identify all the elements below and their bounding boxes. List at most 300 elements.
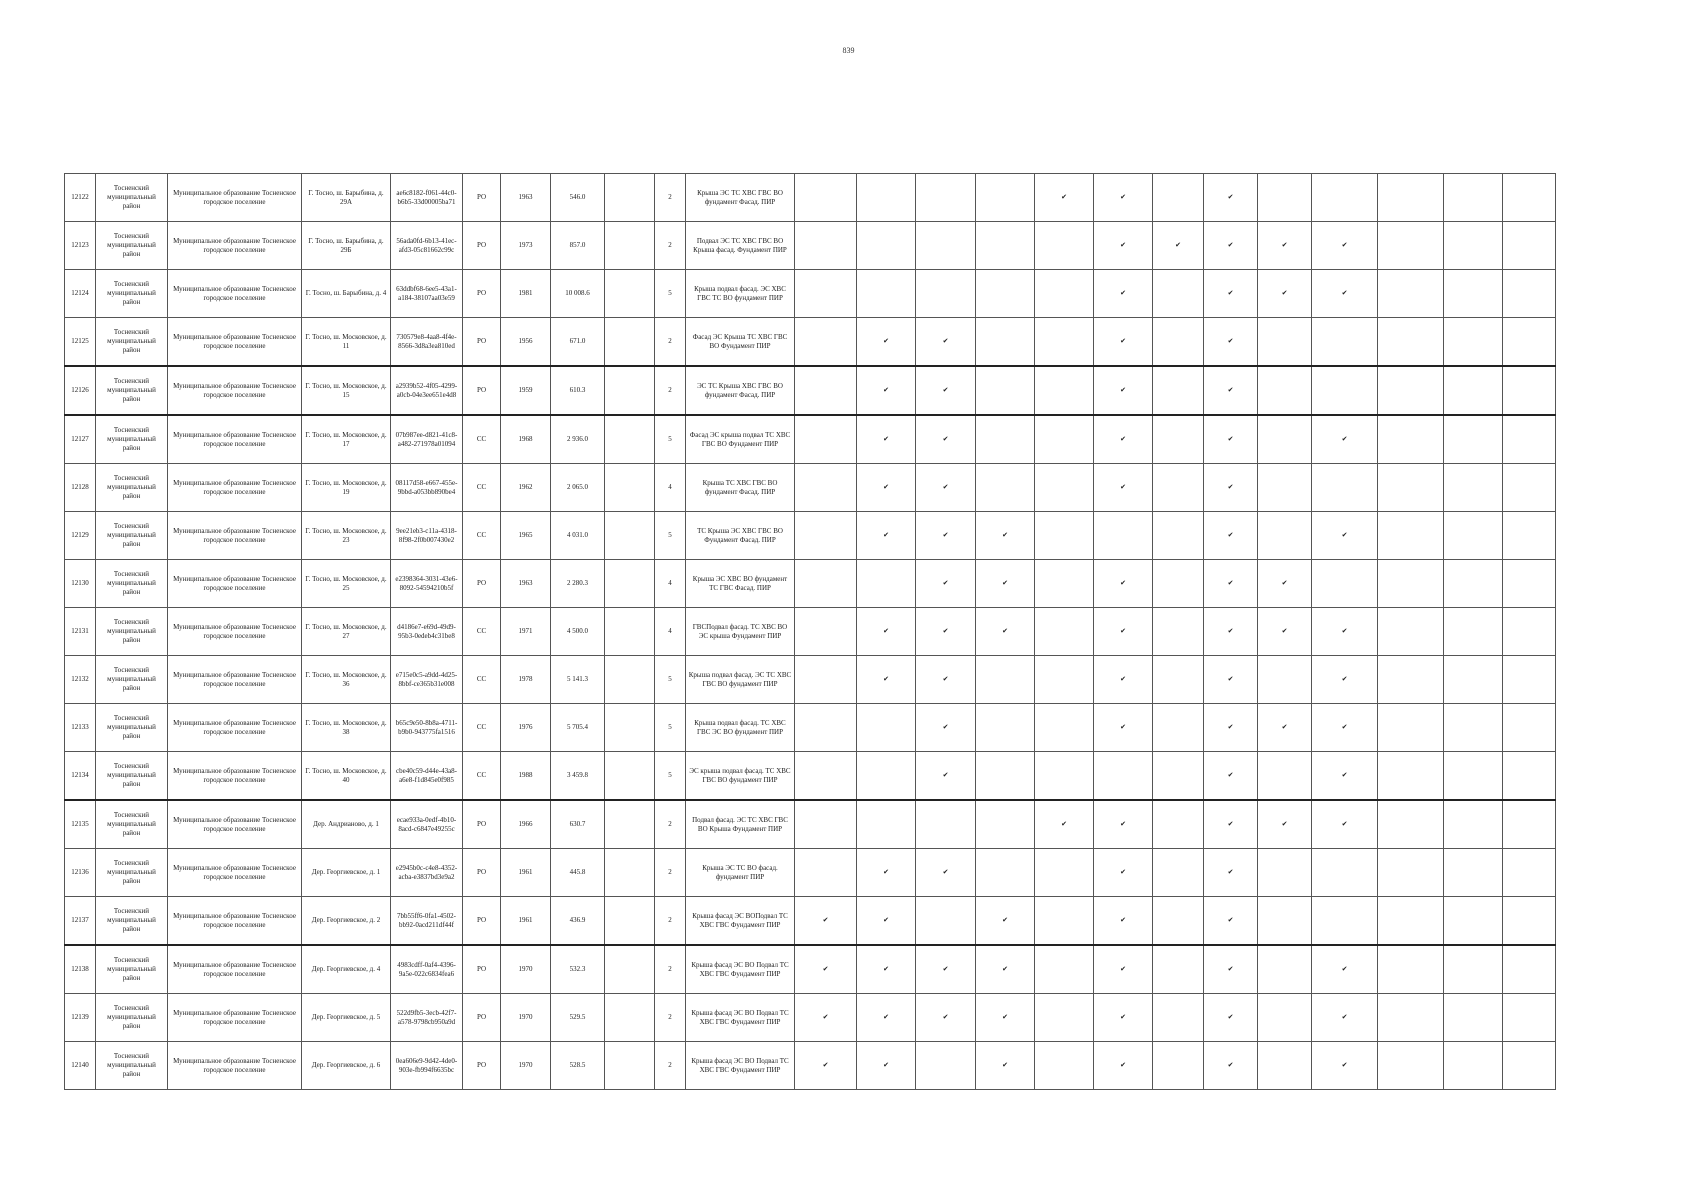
cell-municipality: Муниципальное образование Тосненское городское поселение bbox=[168, 270, 302, 318]
cell-district: Тосненский муниципальный район bbox=[96, 656, 168, 704]
table-row bbox=[65, 897, 1556, 946]
cell-check-6: ✔ bbox=[1094, 945, 1153, 994]
cell-works: Фасад ЭС крыша подвал ТС ХВС ГВС ВО Фундамент ПИР bbox=[686, 415, 795, 464]
cell-address: Г. Тосно, ш. Московское, д. 17 bbox=[302, 415, 391, 464]
cell-district: Тосненский муниципальный район bbox=[96, 366, 168, 415]
cell-year: 1962 bbox=[501, 464, 551, 512]
cell-check-7 bbox=[1153, 270, 1204, 318]
cell-blank bbox=[605, 800, 655, 849]
cell-check-5 bbox=[1035, 656, 1094, 704]
cell-area: 2 065.0 bbox=[551, 464, 605, 512]
cell-area: 4 500.0 bbox=[551, 608, 605, 656]
cell-municipality: Муниципальное образование Тосненское городское поселение bbox=[168, 752, 302, 801]
cell-check-2 bbox=[857, 270, 916, 318]
cell-works: Фасад ЭС Крыша ТС ХВС ГВС ВО Фундамент ПИР bbox=[686, 318, 795, 367]
cell-area: 528.5 bbox=[551, 1042, 605, 1090]
table-row bbox=[65, 222, 1556, 270]
cell-floors: 2 bbox=[655, 849, 686, 897]
cell-check-13 bbox=[1503, 270, 1556, 318]
cell-check-9: ✔ bbox=[1258, 800, 1312, 849]
cell-check-5 bbox=[1035, 849, 1094, 897]
cell-area: 5 141.3 bbox=[551, 656, 605, 704]
cell-check-8: ✔ bbox=[1204, 560, 1258, 608]
cell-num: 12138 bbox=[65, 945, 96, 994]
cell-check-6: ✔ bbox=[1094, 318, 1153, 367]
cell-works: Крыша подвал фасад. ЭС ХВС ГВС ТС ВО фундамент ПИР bbox=[686, 270, 795, 318]
cell-municipality: Муниципальное образование Тосненское городское поселение bbox=[168, 222, 302, 270]
cell-year: 1973 bbox=[501, 222, 551, 270]
cell-check-1: ✔ bbox=[795, 945, 857, 994]
cell-check-3 bbox=[916, 897, 976, 946]
cell-check-3: ✔ bbox=[916, 366, 976, 415]
cell-check-3 bbox=[916, 174, 976, 222]
cell-check-5 bbox=[1035, 270, 1094, 318]
cell-check-6: ✔ bbox=[1094, 656, 1153, 704]
cell-check-10 bbox=[1312, 560, 1378, 608]
cell-check-11 bbox=[1378, 897, 1444, 946]
cell-works: Крыша подвал фасад. ТС ХВС ГВС ЭС ВО фундамент ПИР bbox=[686, 704, 795, 752]
cell-floors: 2 bbox=[655, 174, 686, 222]
cell-id: e2398364-3031-43e6-8092-54594210b5f bbox=[391, 560, 463, 608]
cell-area: 630.7 bbox=[551, 800, 605, 849]
cell-check-10: ✔ bbox=[1312, 752, 1378, 801]
cell-municipality: Муниципальное образование Тосненское городское поселение bbox=[168, 945, 302, 994]
cell-works: Крыша фасад ЭС ВО Подвал ТС ХВС ГВС Фундамент ПИР bbox=[686, 1042, 795, 1090]
cell-year: 1988 bbox=[501, 752, 551, 801]
cell-check-2: ✔ bbox=[857, 656, 916, 704]
cell-municipality: Муниципальное образование Тосненское городское поселение bbox=[168, 512, 302, 560]
cell-municipality: Муниципальное образование Тосненское городское поселение bbox=[168, 994, 302, 1042]
cell-check-4: ✔ bbox=[976, 560, 1035, 608]
cell-check-8: ✔ bbox=[1204, 994, 1258, 1042]
cell-year: 1981 bbox=[501, 270, 551, 318]
cell-check-12 bbox=[1444, 415, 1503, 464]
cell-check-9 bbox=[1258, 945, 1312, 994]
cell-check-1 bbox=[795, 800, 857, 849]
cell-municipality: Муниципальное образование Тосненское городское поселение bbox=[168, 656, 302, 704]
cell-id: 07b987ee-d821-41c8-a482-271978a01094 bbox=[391, 415, 463, 464]
cell-works: ТС Крыша ЭС ХВС ГВС ВО Фундамент Фасад. ПИР bbox=[686, 512, 795, 560]
cell-check-7 bbox=[1153, 608, 1204, 656]
cell-check-10: ✔ bbox=[1312, 945, 1378, 994]
cell-check-2 bbox=[857, 704, 916, 752]
table-row bbox=[65, 318, 1556, 367]
cell-type: СС bbox=[463, 608, 501, 656]
cell-check-11 bbox=[1378, 366, 1444, 415]
cell-floors: 5 bbox=[655, 512, 686, 560]
cell-id: 56ada0fd-6b13-41ec-afd3-05c81662c99c bbox=[391, 222, 463, 270]
table-row bbox=[65, 994, 1556, 1042]
cell-municipality: Муниципальное образование Тосненское городское поселение bbox=[168, 415, 302, 464]
table-row bbox=[65, 800, 1556, 849]
cell-district: Тосненский муниципальный район bbox=[96, 800, 168, 849]
cell-address: Дер. Георгиевское, д. 2 bbox=[302, 897, 391, 946]
cell-check-1 bbox=[795, 174, 857, 222]
cell-check-11 bbox=[1378, 270, 1444, 318]
cell-type: РО bbox=[463, 897, 501, 946]
cell-district: Тосненский муниципальный район bbox=[96, 270, 168, 318]
cell-check-2: ✔ bbox=[857, 464, 916, 512]
cell-area: 436.9 bbox=[551, 897, 605, 946]
cell-area: 546.0 bbox=[551, 174, 605, 222]
cell-check-9 bbox=[1258, 897, 1312, 946]
cell-type: РО bbox=[463, 318, 501, 367]
table-row bbox=[65, 512, 1556, 560]
cell-check-5 bbox=[1035, 945, 1094, 994]
cell-address: Г. Тосно, ш. Московское, д. 15 bbox=[302, 366, 391, 415]
cell-check-13 bbox=[1503, 415, 1556, 464]
cell-id: cbe40c59-d44e-43a8-a6e8-f1d845e0f985 bbox=[391, 752, 463, 801]
cell-type: СС bbox=[463, 656, 501, 704]
cell-check-11 bbox=[1378, 560, 1444, 608]
cell-check-13 bbox=[1503, 656, 1556, 704]
cell-check-13 bbox=[1503, 464, 1556, 512]
cell-check-7 bbox=[1153, 704, 1204, 752]
cell-address: Г. Тосно, ш. Московское, д. 25 bbox=[302, 560, 391, 608]
cell-check-4 bbox=[976, 656, 1035, 704]
cell-area: 671.0 bbox=[551, 318, 605, 367]
cell-check-5 bbox=[1035, 897, 1094, 946]
cell-check-12 bbox=[1444, 656, 1503, 704]
cell-works: Подвал фасад. ЭС ТС ХВС ГВС ВО Крыша Фундамент ПИР bbox=[686, 800, 795, 849]
cell-check-2 bbox=[857, 222, 916, 270]
cell-check-13 bbox=[1503, 800, 1556, 849]
cell-check-6: ✔ bbox=[1094, 464, 1153, 512]
cell-check-9 bbox=[1258, 752, 1312, 801]
cell-check-3: ✔ bbox=[916, 512, 976, 560]
cell-check-5 bbox=[1035, 994, 1094, 1042]
cell-check-13 bbox=[1503, 222, 1556, 270]
cell-blank bbox=[605, 464, 655, 512]
cell-district: Тосненский муниципальный район bbox=[96, 752, 168, 801]
cell-district: Тосненский муниципальный район bbox=[96, 897, 168, 946]
cell-check-12 bbox=[1444, 512, 1503, 560]
cell-type: СС bbox=[463, 704, 501, 752]
cell-id: a2939b52-4f05-4299-a0cb-04e3ee651e4d8 bbox=[391, 366, 463, 415]
cell-num: 12131 bbox=[65, 608, 96, 656]
cell-check-5 bbox=[1035, 464, 1094, 512]
cell-check-13 bbox=[1503, 366, 1556, 415]
cell-check-8: ✔ bbox=[1204, 415, 1258, 464]
cell-check-3: ✔ bbox=[916, 415, 976, 464]
cell-check-6: ✔ bbox=[1094, 849, 1153, 897]
cell-check-10: ✔ bbox=[1312, 608, 1378, 656]
cell-check-5 bbox=[1035, 415, 1094, 464]
cell-check-10: ✔ bbox=[1312, 800, 1378, 849]
cell-area: 10 008.6 bbox=[551, 270, 605, 318]
table-row bbox=[65, 415, 1556, 464]
cell-check-1 bbox=[795, 849, 857, 897]
cell-check-9 bbox=[1258, 512, 1312, 560]
cell-check-2: ✔ bbox=[857, 608, 916, 656]
cell-check-4 bbox=[976, 849, 1035, 897]
cell-address: Дер. Георгиевское, д. 5 bbox=[302, 994, 391, 1042]
cell-year: 1976 bbox=[501, 704, 551, 752]
cell-floors: 4 bbox=[655, 608, 686, 656]
cell-check-2: ✔ bbox=[857, 512, 916, 560]
cell-address: Дер. Георгиевское, д. 4 bbox=[302, 945, 391, 994]
cell-municipality: Муниципальное образование Тосненское городское поселение bbox=[168, 174, 302, 222]
cell-works: ЭС ТС Крыша ХВС ГВС ВО фундамент Фасад. ПИР bbox=[686, 366, 795, 415]
cell-check-5 bbox=[1035, 608, 1094, 656]
cell-check-4 bbox=[976, 270, 1035, 318]
cell-check-10: ✔ bbox=[1312, 222, 1378, 270]
cell-check-4 bbox=[976, 704, 1035, 752]
cell-check-3 bbox=[916, 270, 976, 318]
cell-num: 12133 bbox=[65, 704, 96, 752]
table-row bbox=[65, 1042, 1556, 1090]
cell-floors: 4 bbox=[655, 464, 686, 512]
cell-check-12 bbox=[1444, 945, 1503, 994]
cell-id: ecae933a-0edf-4b10-8acd-c6847e49255c bbox=[391, 800, 463, 849]
cell-works: Подвал ЭС ТС ХВС ГВС ВО Крыша фасад. Фундамент ПИР bbox=[686, 222, 795, 270]
cell-check-4 bbox=[976, 752, 1035, 801]
cell-check-5 bbox=[1035, 560, 1094, 608]
cell-check-12 bbox=[1444, 800, 1503, 849]
cell-check-6: ✔ bbox=[1094, 1042, 1153, 1090]
cell-check-12 bbox=[1444, 560, 1503, 608]
cell-check-1 bbox=[795, 704, 857, 752]
cell-check-12 bbox=[1444, 464, 1503, 512]
cell-check-4: ✔ bbox=[976, 608, 1035, 656]
cell-year: 1971 bbox=[501, 608, 551, 656]
cell-works: Крыша фасад ЭС ВО Подвал ТС ХВС ГВС Фундамент ПИР bbox=[686, 994, 795, 1042]
cell-floors: 5 bbox=[655, 415, 686, 464]
cell-check-13 bbox=[1503, 174, 1556, 222]
cell-district: Тосненский муниципальный район bbox=[96, 512, 168, 560]
cell-check-8: ✔ bbox=[1204, 800, 1258, 849]
cell-check-6 bbox=[1094, 752, 1153, 801]
cell-check-13 bbox=[1503, 704, 1556, 752]
cell-check-7 bbox=[1153, 800, 1204, 849]
cell-check-8: ✔ bbox=[1204, 704, 1258, 752]
cell-check-8: ✔ bbox=[1204, 1042, 1258, 1090]
cell-type: РО bbox=[463, 800, 501, 849]
cell-check-11 bbox=[1378, 608, 1444, 656]
cell-check-2: ✔ bbox=[857, 415, 916, 464]
cell-type: СС bbox=[463, 512, 501, 560]
cell-check-11 bbox=[1378, 1042, 1444, 1090]
cell-floors: 5 bbox=[655, 752, 686, 801]
cell-works: Крыша подвал фасад. ЭС ТС ХВС ГВС ВО фундамент ПИР bbox=[686, 656, 795, 704]
cell-district: Тосненский муниципальный район bbox=[96, 318, 168, 367]
cell-works: Крыша ЭС ТС ВО фасад. фундамент ПИР bbox=[686, 849, 795, 897]
cell-check-7 bbox=[1153, 318, 1204, 367]
cell-district: Тосненский муниципальный район bbox=[96, 174, 168, 222]
table-row bbox=[65, 608, 1556, 656]
cell-district: Тосненский муниципальный район bbox=[96, 849, 168, 897]
cell-district: Тосненский муниципальный район bbox=[96, 560, 168, 608]
cell-check-13 bbox=[1503, 1042, 1556, 1090]
cell-year: 1968 bbox=[501, 415, 551, 464]
cell-type: СС bbox=[463, 464, 501, 512]
cell-address: Г. Тосно, ш. Московское, д. 23 bbox=[302, 512, 391, 560]
cell-check-11 bbox=[1378, 752, 1444, 801]
cell-check-4: ✔ bbox=[976, 994, 1035, 1042]
cell-num: 12130 bbox=[65, 560, 96, 608]
cell-district: Тосненский муниципальный район bbox=[96, 945, 168, 994]
cell-check-2: ✔ bbox=[857, 849, 916, 897]
cell-check-8: ✔ bbox=[1204, 897, 1258, 946]
cell-check-4 bbox=[976, 464, 1035, 512]
cell-check-8: ✔ bbox=[1204, 270, 1258, 318]
cell-area: 445.8 bbox=[551, 849, 605, 897]
cell-check-4 bbox=[976, 800, 1035, 849]
cell-check-10: ✔ bbox=[1312, 270, 1378, 318]
table-row bbox=[65, 656, 1556, 704]
cell-check-8: ✔ bbox=[1204, 945, 1258, 994]
cell-check-12 bbox=[1444, 270, 1503, 318]
cell-check-12 bbox=[1444, 318, 1503, 367]
cell-blank bbox=[605, 512, 655, 560]
cell-type: РО bbox=[463, 366, 501, 415]
cell-check-6: ✔ bbox=[1094, 994, 1153, 1042]
table-row bbox=[65, 945, 1556, 994]
cell-check-13 bbox=[1503, 994, 1556, 1042]
cell-check-3: ✔ bbox=[916, 560, 976, 608]
cell-type: РО bbox=[463, 174, 501, 222]
cell-check-10: ✔ bbox=[1312, 994, 1378, 1042]
cell-year: 1963 bbox=[501, 174, 551, 222]
cell-check-13 bbox=[1503, 897, 1556, 946]
cell-check-5 bbox=[1035, 1042, 1094, 1090]
cell-area: 4 031.0 bbox=[551, 512, 605, 560]
cell-check-3 bbox=[916, 222, 976, 270]
cell-id: 522d9fb5-3ecb-42f7-a578-9798cb950a9d bbox=[391, 994, 463, 1042]
cell-check-10 bbox=[1312, 897, 1378, 946]
cell-address: Г. Тосно, ш. Барыбина, д. 29Б bbox=[302, 222, 391, 270]
cell-works: Крыша ЭС ХВС ВО фундамент ТС ГВС Фасад. ПИР bbox=[686, 560, 795, 608]
table-row bbox=[65, 704, 1556, 752]
cell-area: 532.3 bbox=[551, 945, 605, 994]
cell-district: Тосненский муниципальный район bbox=[96, 608, 168, 656]
cell-municipality: Муниципальное образование Тосненское городское поселение bbox=[168, 800, 302, 849]
cell-address: Г. Тосно, ш. Московское, д. 27 bbox=[302, 608, 391, 656]
cell-check-13 bbox=[1503, 512, 1556, 560]
cell-check-7 bbox=[1153, 656, 1204, 704]
cell-check-1 bbox=[795, 752, 857, 801]
cell-id: b65c9e50-8b8a-4711-b9b0-943775fa1516 bbox=[391, 704, 463, 752]
cell-check-3: ✔ bbox=[916, 464, 976, 512]
cell-check-4: ✔ bbox=[976, 897, 1035, 946]
cell-check-6: ✔ bbox=[1094, 704, 1153, 752]
cell-id: ae6c8182-f061-44c0-b6b5-33d00005ba71 bbox=[391, 174, 463, 222]
cell-check-7 bbox=[1153, 464, 1204, 512]
cell-check-6 bbox=[1094, 512, 1153, 560]
cell-year: 1966 bbox=[501, 800, 551, 849]
cell-num: 12132 bbox=[65, 656, 96, 704]
cell-check-9 bbox=[1258, 464, 1312, 512]
cell-check-11 bbox=[1378, 174, 1444, 222]
cell-id: 63ddbf68-6ee5-43a1-a184-38107aa03e59 bbox=[391, 270, 463, 318]
cell-check-2 bbox=[857, 800, 916, 849]
cell-check-5 bbox=[1035, 752, 1094, 801]
cell-num: 12135 bbox=[65, 800, 96, 849]
cell-check-2: ✔ bbox=[857, 1042, 916, 1090]
cell-check-13 bbox=[1503, 318, 1556, 367]
cell-type: РО bbox=[463, 945, 501, 994]
cell-check-12 bbox=[1444, 752, 1503, 801]
cell-id: 9ee21eb3-c11a-4318-8f98-2f0b007430e2 bbox=[391, 512, 463, 560]
cell-num: 12140 bbox=[65, 1042, 96, 1090]
cell-floors: 4 bbox=[655, 560, 686, 608]
cell-municipality: Муниципальное образование Тосненское городское поселение bbox=[168, 704, 302, 752]
cell-year: 1965 bbox=[501, 512, 551, 560]
cell-check-7: ✔ bbox=[1153, 222, 1204, 270]
cell-check-4: ✔ bbox=[976, 945, 1035, 994]
cell-check-12 bbox=[1444, 222, 1503, 270]
cell-municipality: Муниципальное образование Тосненское городское поселение bbox=[168, 318, 302, 367]
cell-num: 12127 bbox=[65, 415, 96, 464]
cell-check-12 bbox=[1444, 897, 1503, 946]
cell-check-13 bbox=[1503, 560, 1556, 608]
cell-municipality: Муниципальное образование Тосненское городское поселение bbox=[168, 1042, 302, 1090]
cell-check-1 bbox=[795, 656, 857, 704]
cell-check-7 bbox=[1153, 415, 1204, 464]
cell-check-10 bbox=[1312, 318, 1378, 367]
cell-floors: 5 bbox=[655, 704, 686, 752]
cell-check-1: ✔ bbox=[795, 897, 857, 946]
cell-check-3 bbox=[916, 1042, 976, 1090]
cell-type: РО bbox=[463, 270, 501, 318]
table-row bbox=[65, 366, 1556, 415]
cell-check-3: ✔ bbox=[916, 945, 976, 994]
cell-type: РО bbox=[463, 849, 501, 897]
cell-check-6: ✔ bbox=[1094, 174, 1153, 222]
cell-check-3: ✔ bbox=[916, 994, 976, 1042]
cell-check-5 bbox=[1035, 318, 1094, 367]
cell-check-5: ✔ bbox=[1035, 800, 1094, 849]
cell-check-1: ✔ bbox=[795, 994, 857, 1042]
cell-id: d4186e7-e69d-49d9-95b3-0edeb4c31be8 bbox=[391, 608, 463, 656]
cell-check-8: ✔ bbox=[1204, 608, 1258, 656]
cell-year: 1970 bbox=[501, 994, 551, 1042]
cell-check-12 bbox=[1444, 849, 1503, 897]
cell-id: 730579e8-4aa8-4f4e-8566-3d8a3ea810ed bbox=[391, 318, 463, 367]
table-row bbox=[65, 560, 1556, 608]
cell-address: Дер. Георгиевское, д. 1 bbox=[302, 849, 391, 897]
cell-check-8: ✔ bbox=[1204, 512, 1258, 560]
cell-id: 08117d58-e667-455e-9bbd-a053bb890be4 bbox=[391, 464, 463, 512]
cell-check-7 bbox=[1153, 994, 1204, 1042]
cell-works: Крыша ТС ХВС ГВС ВО фундамент Фасад. ПИР bbox=[686, 464, 795, 512]
register-table bbox=[64, 173, 1556, 1090]
cell-municipality: Муниципальное образование Тосненское городское поселение bbox=[168, 560, 302, 608]
cell-check-9 bbox=[1258, 174, 1312, 222]
cell-id: e715e0c5-a9dd-4d25-8bbf-ce365b31e008 bbox=[391, 656, 463, 704]
cell-check-12 bbox=[1444, 1042, 1503, 1090]
cell-district: Тосненский муниципальный район bbox=[96, 464, 168, 512]
cell-check-3: ✔ bbox=[916, 849, 976, 897]
cell-check-7 bbox=[1153, 1042, 1204, 1090]
cell-check-10 bbox=[1312, 366, 1378, 415]
cell-year: 1963 bbox=[501, 560, 551, 608]
cell-check-6: ✔ bbox=[1094, 608, 1153, 656]
cell-district: Тосненский муниципальный район bbox=[96, 704, 168, 752]
cell-check-1 bbox=[795, 560, 857, 608]
cell-address: Г. Тосно, ш. Барыбина, д. 4 bbox=[302, 270, 391, 318]
cell-works: ЭС крыша подвал фасад. ТС ХВС ГВС ВО фундамент ПИР bbox=[686, 752, 795, 801]
cell-blank bbox=[605, 994, 655, 1042]
cell-floors: 2 bbox=[655, 897, 686, 946]
cell-district: Тосненский муниципальный район bbox=[96, 222, 168, 270]
cell-id: 7bb55ff6-0fa1-4502-bb92-0acd211df44f bbox=[391, 897, 463, 946]
cell-blank bbox=[605, 174, 655, 222]
cell-address: Г. Тосно, ш. Московское, д. 40 bbox=[302, 752, 391, 801]
cell-blank bbox=[605, 897, 655, 946]
cell-address: Г. Тосно, ш. Московское, д. 36 bbox=[302, 656, 391, 704]
cell-floors: 5 bbox=[655, 656, 686, 704]
